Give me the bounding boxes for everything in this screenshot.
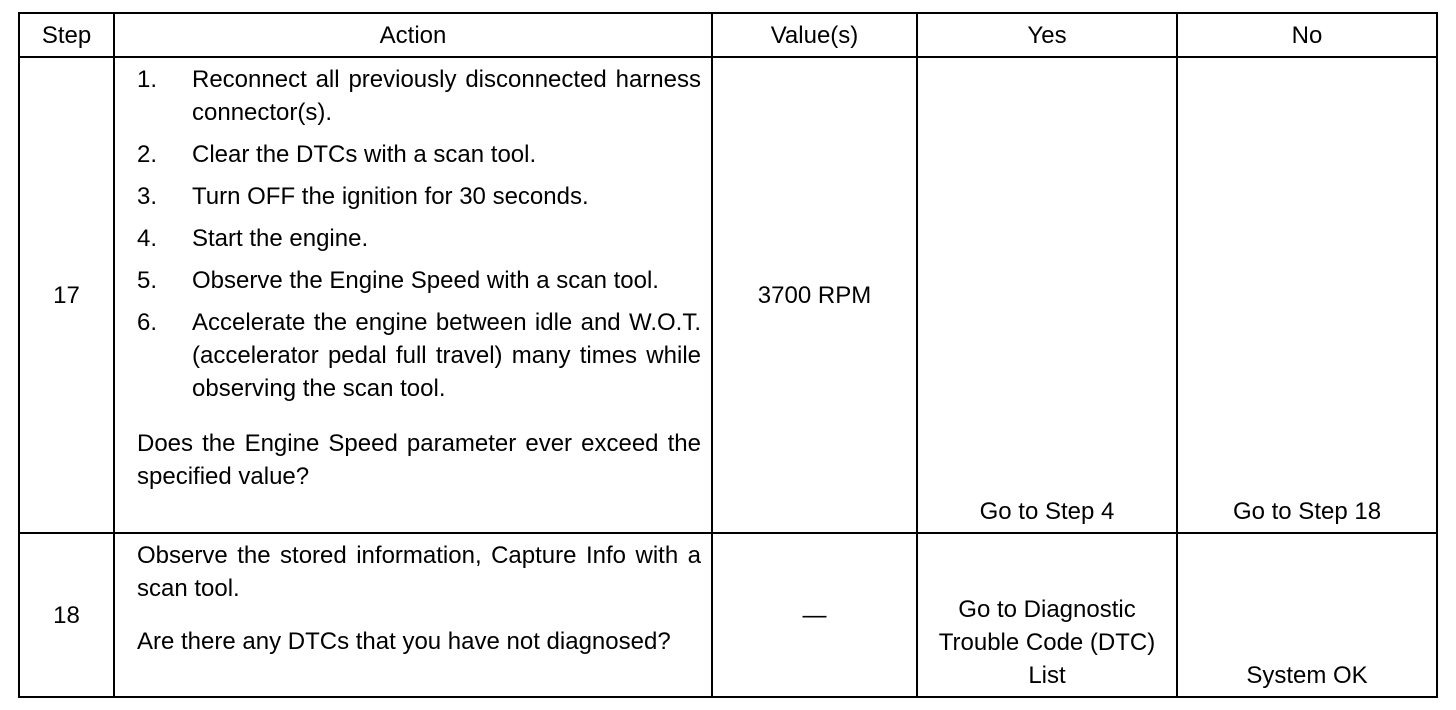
header-no: No bbox=[1177, 13, 1437, 57]
list-item: 1. Reconnect all previously disconnected harness connector(s). bbox=[137, 66, 701, 126]
value-cell: 3700 RPM bbox=[712, 57, 917, 533]
instruction-text: Observe the stored information, Capture Info with a scan tool. bbox=[137, 542, 701, 602]
yes-cell: Go to Step 4 bbox=[917, 57, 1177, 533]
header-row bbox=[19, 13, 1437, 57]
header-action: Action bbox=[114, 13, 712, 57]
table-row bbox=[19, 57, 1437, 533]
value-cell: — bbox=[712, 533, 917, 697]
diagnostic-table bbox=[18, 12, 1438, 698]
header-values: Value(s) bbox=[712, 13, 917, 57]
yes-cell: Go to Diagnostic Trouble Code (DTC) List bbox=[917, 533, 1177, 697]
action-cell bbox=[114, 57, 712, 533]
table-row bbox=[19, 533, 1437, 697]
no-cell: System OK bbox=[1177, 533, 1437, 697]
question-text: Does the Engine Speed parameter ever exceed the specified value? bbox=[137, 430, 701, 490]
step-number: 17 bbox=[19, 57, 114, 533]
list-item: 5. Observe the Engine Speed with a scan tool. bbox=[137, 267, 659, 294]
step-number: 18 bbox=[19, 533, 114, 697]
action-steps-list bbox=[137, 63, 701, 405]
no-cell: Go to Step 18 bbox=[1177, 57, 1437, 533]
header-yes: Yes bbox=[917, 13, 1177, 57]
action-cell bbox=[114, 533, 712, 697]
list-item: 4. Start the engine. bbox=[137, 225, 369, 252]
list-item: 2. Clear the DTCs with a scan tool. bbox=[137, 141, 537, 168]
question-text: Are there any DTCs that you have not diagnosed? bbox=[137, 628, 671, 655]
list-item: 6. Accelerate the engine between idle and W.O.T. (accelerator pedal full travel) many times while observing the scan tool. bbox=[137, 309, 701, 402]
list-item: 3. Turn OFF the ignition for 30 seconds. bbox=[137, 183, 589, 210]
header-step: Step bbox=[19, 13, 114, 57]
